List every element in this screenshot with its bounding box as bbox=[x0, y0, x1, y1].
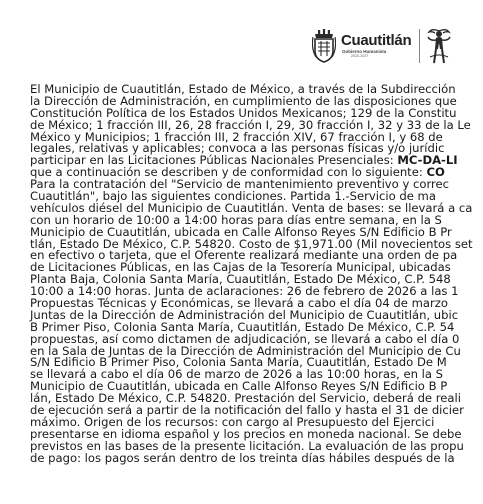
line-text: Municipio de Cuautitlán, ubicada en Calle Alfonso Reyes S/N Edificio B Pr bbox=[30, 224, 452, 239]
line-text: la Dirección de Administración, en cumplimiento de las disposiciones que bbox=[30, 93, 457, 108]
line-text: en efectivo o tarjeta, que el Oferente realizará mediante una orden de pa bbox=[30, 248, 458, 263]
header-logo bbox=[312, 26, 452, 66]
bold-heading: CO bbox=[426, 165, 445, 180]
line-text: Planta Baja, Colonia Santa María, Cuautitlán, Estado De México, C.P. 548 bbox=[30, 272, 451, 287]
line-text: tlán, Estado De México, C.P. 54820. Costo de $1,971.00 (Mil novecientos set bbox=[30, 236, 473, 251]
line-text: El Municipio de Cuautitlán, Estado de México, a través de la Subdirección bbox=[30, 82, 456, 96]
line-text: previstos en las bases de la presente licitación. La evaluación de las propu bbox=[30, 438, 464, 453]
line-text: Cuautitlán", bajo las siguientes condiciones. Partida 1.-Servicio de ma bbox=[30, 189, 436, 204]
humanista-figure-icon bbox=[426, 27, 452, 65]
brand-text bbox=[341, 33, 411, 59]
line-text: México y Municipios; 1 fracción III, 2 fracción XIV, 67 fracción I, y 68 de bbox=[30, 129, 443, 144]
line-text: con un horario de 10:00 a 14:00 horas para días entre semana, en la S bbox=[30, 212, 442, 227]
line-text: Juntas de la Dirección de Administración del Municipio de Cuautitlán, ubic bbox=[30, 307, 459, 322]
line-text: Constitución Política de los Estados Unidos Mexicanos; 129 de la Constitu bbox=[30, 105, 457, 120]
line-text: legales, relativas y aplicables; convoca a las personas físicas y/o jurídic bbox=[30, 141, 445, 156]
line-text: vehículos diésel del Municipio de Cuautitlán. Venta de bases: se llevará a ca bbox=[30, 200, 473, 215]
line-text: de Licitaciones Públicas, en las Cajas de la Tesorería Municipal, ubicadas bbox=[30, 260, 451, 275]
line-text: Municipio de Cuautitlán, ubicada en Calle Alfonso Reyes S/N Edificio B P bbox=[30, 379, 448, 394]
municipal-seal-icon bbox=[312, 29, 336, 63]
line-text: Propuestas Técnicas y Económicas, se llevará a cabo el día 04 de marzo bbox=[30, 296, 448, 311]
line-text: de pago: los pagos serán dentro de los treinta días hábiles después de la bbox=[30, 450, 455, 465]
line-text: presentarse en idioma español y los precios en moneda nacional. Se debe bbox=[30, 426, 462, 441]
line-text: lán, Estado De México, C.P. 54820. Prestación del Servicio, deberá de reali bbox=[30, 391, 461, 406]
line-text: Para la contratación del "Servicio de mantenimiento preventivo y correc bbox=[30, 177, 450, 192]
line-text: S/N Edificio B Primer Piso, Colonia Santa María, Cuautitlán, Estado De M bbox=[30, 355, 447, 370]
line-text: propuestas, así como dictamen de adjudicación, se llevará a cabo el día 0 bbox=[30, 331, 460, 346]
line-text: de México; 1 fracción III, 26, 28 fracción I, 29, 30 fracción I, 32 y 33 de la Le bbox=[30, 117, 471, 132]
line-text: máximo. Origen de los recursos: con cargo al Presupuesto del Ejercici bbox=[30, 414, 435, 429]
line-text: que a continuación se describen y de conformidad con lo siguiente: bbox=[30, 165, 427, 180]
line-text: participar en las Licitaciones Públicas Nacionales Presenciales: bbox=[30, 153, 398, 168]
brand-name: Cuautitlán bbox=[341, 31, 412, 49]
line-text: de ejecución será a partir de la notificación del fallo y hasta el 31 de dicier bbox=[30, 403, 464, 418]
brand-subtitle: Gobierno Humanista bbox=[342, 48, 387, 54]
line-text: se llevará a cabo el día 06 de marzo de 2026 a las 10:00 horas, en la S bbox=[30, 367, 443, 382]
line-text: B Primer Piso, Colonia Santa María, Cuautitlán, Estado De México, C.P. 54 bbox=[30, 319, 455, 334]
text-line bbox=[30, 450, 483, 465]
license-code: MC-DA-LI bbox=[397, 153, 458, 168]
line-text: en la Sala de Juntas de la Dirección de Administración del Municipio de Cu bbox=[30, 343, 461, 358]
document-body bbox=[30, 84, 483, 465]
line-text: 10:00 a 14:00 horas. Junta de aclaraciones: 26 de febrero de 2026 a las 1 bbox=[30, 284, 459, 299]
brand-years: 2025-2027 bbox=[351, 54, 369, 59]
logo-divider bbox=[419, 29, 420, 63]
